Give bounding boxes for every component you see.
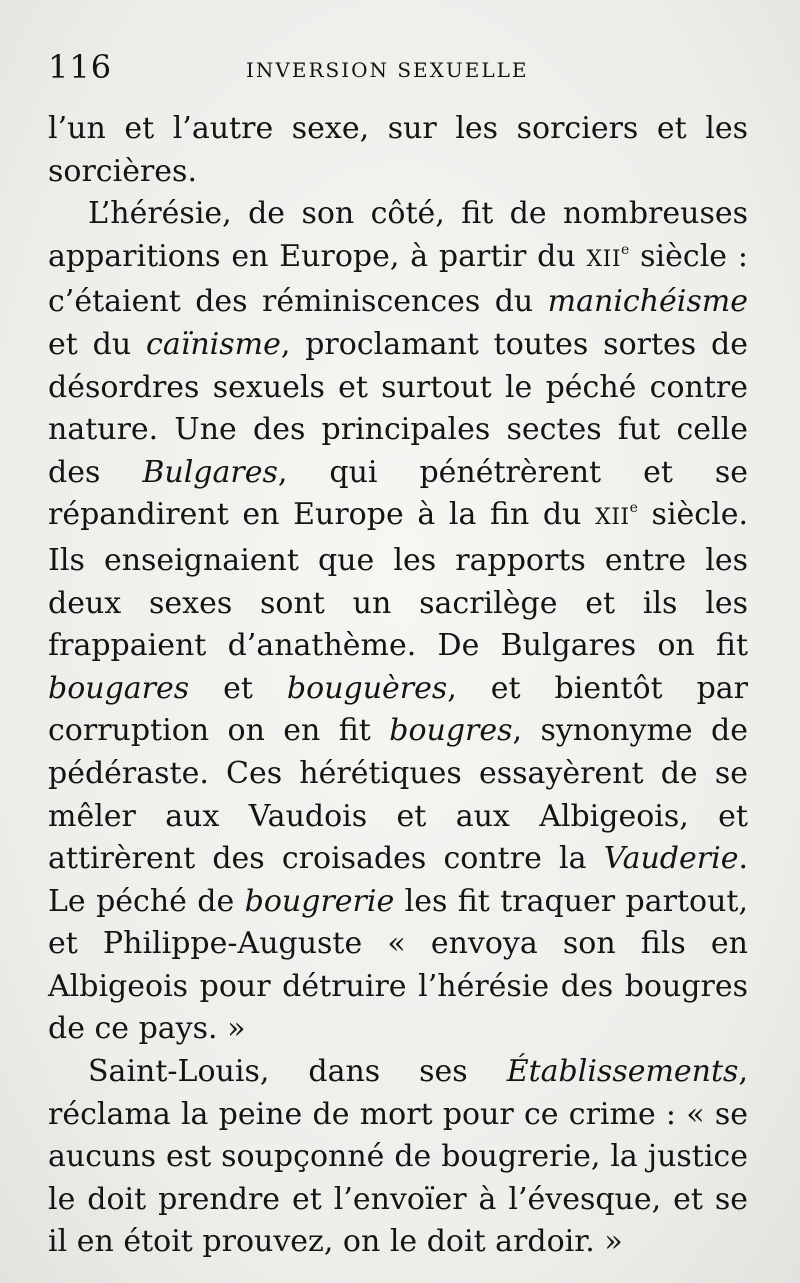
century-numeral: XII xyxy=(595,505,630,531)
text-span: siècle. Ils enseignaient que les rapports entre les deux sexes sont un sacrilège et ils les frappaient d’anathème. De Bulgares on fit xyxy=(48,497,748,664)
text-span: . Le péché de xyxy=(48,841,748,919)
century-superscript: e xyxy=(629,500,638,517)
italic-term: manichéisme xyxy=(547,284,748,320)
italic-term: bouguères xyxy=(286,670,448,706)
italic-term: bougares xyxy=(48,670,190,706)
paragraph-2 xyxy=(48,193,748,1051)
text-span: l’un et l’autre sexe, sur les sorciers et les sorcières. xyxy=(48,111,748,189)
text-span: , et bientôt par corruption on en fit xyxy=(48,670,748,749)
paragraph-1 xyxy=(48,108,748,193)
body-text xyxy=(48,108,748,1264)
page-header xyxy=(48,48,748,88)
text-span: , qui pénétrèrent et se répandirent en Europe à la fin du xyxy=(48,454,749,533)
text-span: , proclamant toutes sortes de désordres sexuels et surtout le péché contre nature. Une des principales sectes fut celle des xyxy=(48,326,748,490)
running-title: INVERSION SEXUELLE xyxy=(246,58,529,82)
page-number: 116 xyxy=(48,48,113,86)
century-numeral: XII xyxy=(586,246,622,272)
italic-term: bougrerie xyxy=(244,883,395,919)
century-superscript: e xyxy=(621,241,630,258)
text-span: , synonyme de pédéraste. Ces hérétiques essayèrent de se mêler aux Vaudois et aux Albigeois, et attirèrent des croisades contre la xyxy=(48,713,749,877)
italic-term: Bulgares xyxy=(142,454,278,490)
italic-term: bougres xyxy=(389,713,513,749)
italic-term: Vauderie xyxy=(603,841,739,877)
text-span: les fit traquer partout, et Philippe-Auguste « envoya son fils en Albigeois pour détruire l’hérésie des bougres de ce pays. » xyxy=(48,883,748,1047)
text-span: et xyxy=(189,670,287,706)
text-span: , réclama la peine de mort pour ce crime : « se aucuns est soupçonné de bougrerie, la justice le doit prendre et l’envoïer à l’évesque, et se il en étoit prouvez, on le doit ardoir. » xyxy=(48,1054,748,1260)
italic-term: Établissements xyxy=(506,1054,739,1090)
italic-term: caïnisme xyxy=(146,326,281,362)
text-span: Saint-Louis, dans ses xyxy=(88,1054,507,1090)
paragraph-3 xyxy=(48,1051,748,1264)
text-span: L’hérésie, de son côté, fit de nombreuses apparitions en Europe, à partir du xyxy=(48,196,748,274)
text-span: et du xyxy=(48,326,147,362)
text-span: siècle : c’étaient des réminiscences du xyxy=(48,238,748,320)
